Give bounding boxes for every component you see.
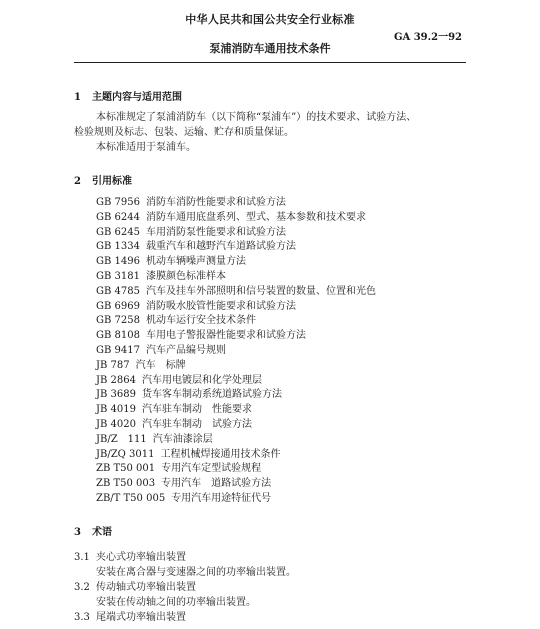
reference-item bbox=[96, 344, 376, 359]
term-heading bbox=[74, 608, 186, 623]
reference-title: 汽车驻车制动 试验方法 bbox=[142, 418, 252, 430]
reference-item bbox=[96, 226, 376, 241]
reference-item bbox=[96, 448, 376, 463]
reference-item bbox=[96, 240, 376, 255]
reference-item bbox=[96, 359, 376, 374]
reference-code: GB 7956 bbox=[96, 197, 140, 208]
reference-item bbox=[96, 418, 376, 433]
standard-org-heading: 中华人民共和国公共安全行业标准 bbox=[185, 13, 355, 26]
reference-code: GB 1496 bbox=[96, 256, 140, 268]
term-heading bbox=[74, 578, 196, 593]
reference-code: GB 7258 bbox=[96, 315, 140, 327]
reference-title: 汽车驻车制动 性能要求 bbox=[142, 404, 252, 416]
reference-code: GB 6969 bbox=[96, 300, 140, 312]
reference-title: 消防车通用底盘系列、型式、基本参数和技术要求 bbox=[145, 211, 366, 223]
reference-item bbox=[96, 374, 376, 389]
reference-title: 汽车油漆涂层 bbox=[152, 433, 213, 445]
term-number: 3.1 bbox=[74, 552, 90, 563]
reference-code: ZB T50 001 bbox=[96, 463, 156, 475]
reference-title: 漆膜颜色标准样本 bbox=[145, 270, 226, 282]
term-name: 夹心式功率输出装置 bbox=[96, 552, 186, 563]
section-title: 术语 bbox=[92, 527, 112, 538]
reference-title: 专用汽车 道路试验方法 bbox=[161, 478, 272, 490]
reference-code: ZB T50 003 bbox=[96, 478, 156, 490]
reference-title: 机动车辆噪声测量方法 bbox=[145, 256, 246, 268]
document-title: 泵浦消防车通用技术条件 bbox=[209, 42, 331, 55]
reference-item bbox=[96, 255, 376, 270]
section-1-para-line: 检验规则及标志、包装、运输、贮存和质量保证。 bbox=[74, 127, 294, 138]
term-definition: 安装在离合器与变速器之间的功率输出装置。 bbox=[96, 567, 296, 578]
section-1-scope: 本标准适用于泵浦车。 bbox=[96, 142, 196, 153]
reference-item bbox=[96, 492, 376, 507]
reference-item bbox=[96, 270, 376, 285]
term-name: 尾端式功率输出装置 bbox=[96, 612, 186, 623]
reference-item bbox=[96, 196, 376, 211]
term-heading bbox=[74, 548, 186, 563]
section-title: 引用标准 bbox=[92, 176, 132, 187]
section-1-para-line: 本标准规定了泵浦消防车（以下简称“泵浦车”）的技术要求、试验方法、 bbox=[96, 112, 417, 123]
section-number: 2 bbox=[74, 176, 81, 187]
reference-code: GB 1334 bbox=[96, 241, 140, 253]
reference-code: JB 2864 bbox=[96, 374, 136, 386]
term-definition: 安装在传动轴之间的功率输出装置。 bbox=[96, 597, 256, 608]
section-number: 1 bbox=[74, 92, 81, 103]
reference-item bbox=[96, 462, 376, 477]
reference-code: JB 787 bbox=[96, 359, 130, 371]
reference-item bbox=[96, 285, 376, 300]
reference-item bbox=[96, 211, 376, 226]
reference-item bbox=[96, 314, 376, 329]
reference-code: GB 3181 bbox=[96, 270, 140, 282]
reference-code: JB/Z 111 bbox=[96, 433, 147, 445]
reference-code: GB 8108 bbox=[96, 330, 140, 342]
reference-code: GB 6245 bbox=[96, 226, 140, 238]
reference-title: 机动车运行安全技术条件 bbox=[145, 315, 256, 327]
reference-code: JB 4019 bbox=[96, 404, 136, 416]
reference-title: 汽车产品编号规则 bbox=[145, 344, 226, 356]
section-2-heading bbox=[74, 172, 132, 187]
header-rule bbox=[74, 62, 466, 63]
reference-item bbox=[96, 300, 376, 315]
reference-title: 汽车用电镀层和化学处理层 bbox=[142, 374, 262, 386]
reference-title: 载重汽车和越野汽车道路试验方法 bbox=[145, 241, 296, 253]
reference-title: 专用汽车用途特征代号 bbox=[171, 492, 272, 504]
reference-title: 消防车消防性能要求和试验方法 bbox=[145, 197, 286, 208]
section-1-heading bbox=[74, 88, 182, 103]
reference-title: 车用电子警报器性能要求和试验方法 bbox=[145, 330, 306, 342]
reference-list bbox=[96, 196, 376, 507]
reference-title: 车用消防泵性能要求和试验方法 bbox=[145, 226, 286, 238]
reference-code: JB 4020 bbox=[96, 418, 136, 430]
term-name: 传动轴式功率输出装置 bbox=[96, 582, 196, 593]
reference-code: GB 9417 bbox=[96, 344, 140, 356]
reference-title: 货车客车制动系统道路试验方法 bbox=[142, 389, 282, 401]
reference-code: ZB/T T50 005 bbox=[96, 492, 166, 504]
reference-item bbox=[96, 388, 376, 403]
reference-code: GB 6244 bbox=[96, 211, 140, 223]
reference-code: JB/ZQ 3011 bbox=[96, 448, 155, 460]
reference-code: JB 3689 bbox=[96, 389, 136, 401]
term-number: 3.2 bbox=[74, 582, 90, 593]
section-title: 主题内容与适用范围 bbox=[92, 92, 182, 103]
term-number: 3.3 bbox=[74, 612, 90, 623]
reference-item bbox=[96, 433, 376, 448]
reference-title: 工程机械焊接通用技术条件 bbox=[160, 448, 281, 460]
reference-title: 汽车及挂车外部照明和信号装置的数量、位置和光色 bbox=[145, 285, 376, 297]
reference-item bbox=[96, 403, 376, 418]
reference-title: 消防吸水胶管性能要求和试验方法 bbox=[145, 300, 296, 312]
section-number: 3 bbox=[74, 527, 81, 538]
reference-item bbox=[96, 329, 376, 344]
standard-code: GA 39.2一92 bbox=[393, 32, 462, 43]
section-3-heading bbox=[74, 523, 112, 538]
reference-code: GB 4785 bbox=[96, 285, 140, 297]
reference-title: 专用汽车定型试验规程 bbox=[161, 463, 262, 475]
reference-title: 汽车 标牌 bbox=[135, 359, 186, 371]
reference-item bbox=[96, 477, 376, 492]
